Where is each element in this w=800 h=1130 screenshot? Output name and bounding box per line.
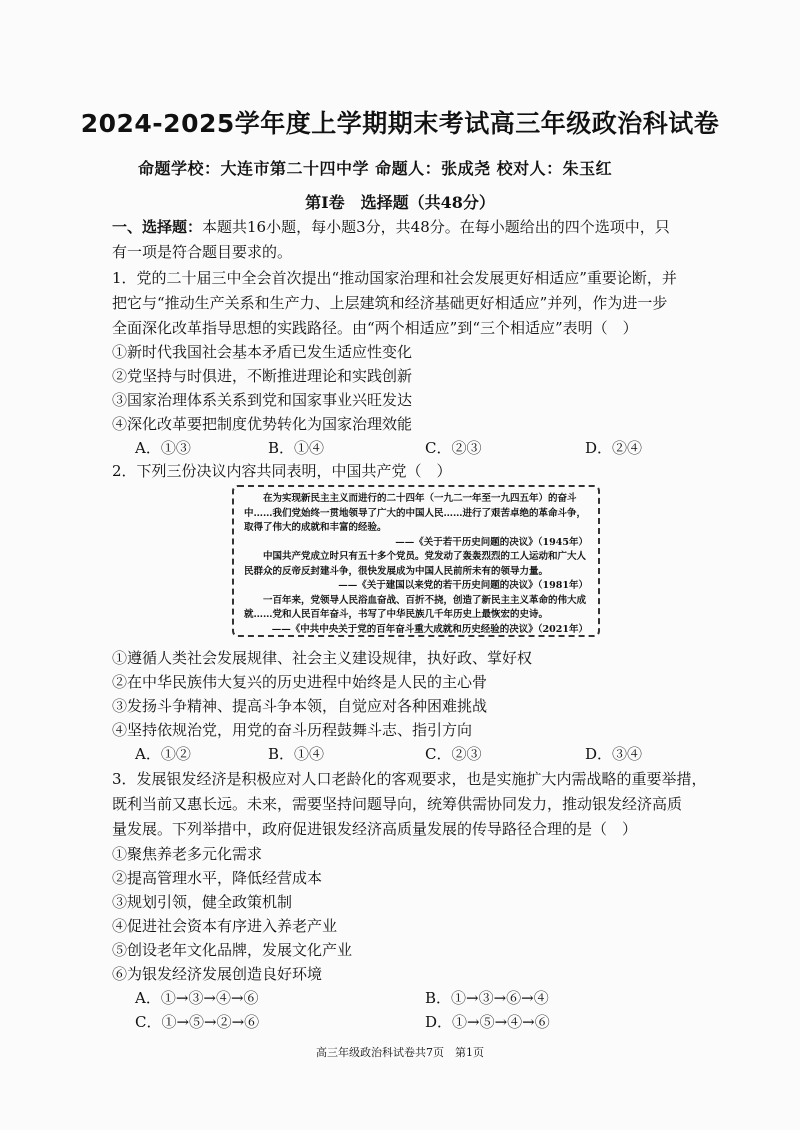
q2-item-4: ④坚持依规治党，用党的奋斗历程鼓舞斗志、指引方向 [112,721,473,739]
q2-item-1: ①遵循人类社会发展规律、社会主义建设规律，执好政、掌好权 [112,649,533,667]
q1-option-a: A．①③ [135,439,191,457]
q1-item-4: ④深化改革要把制度优势转化为国家治理效能 [112,415,413,433]
q1-item-1: ①新时代我国社会基本矛盾已发生适应性变化 [112,343,413,361]
page-footer: 高三年级政治科试卷共7页 第1页 [316,1046,484,1059]
q3-item-5: ⑤创设老年文化品牌，发展文化产业 [112,941,353,959]
q3-option-d: D．①→⑤→④→⑥ [425,1013,550,1031]
q2-option-c: C．②③ [425,745,482,763]
q1-stem-line-1: 1．党的二十届三中全会首次提出“推动国家治理和社会发展更好相适应”重要论断，并 [112,269,677,287]
q3-option-b: B．①→③→⑥→④ [425,989,549,1007]
q3-item-3: ③规划引领，健全政策机制 [112,893,293,911]
quote-1-source: ——《关于若干历史问题的决议》（1945年） [395,536,588,548]
q3-item-2: ②提高管理水平，降低经营成本 [112,869,323,887]
q2-option-a: A．①② [135,745,191,763]
quote-3-source: ——《中共中央关于党的百年奋斗重大成就和历史经验的决议》（2021年） [271,623,588,635]
volume-heading: 第Ⅰ卷 选择题（共48分） [305,193,495,212]
instructions-text-1: 本题共16小题，每小题3分，共48分。在每小题给出的四个选项中，只 [202,218,670,236]
q2-item-2: ②在中华民族伟大复兴的历史进程中始终是人民的主心骨 [112,673,488,691]
q1-item-3: ③国家治理体系关系到党和国家事业兴旺发达 [112,391,413,409]
q3-stem-line-2: 既利当前又惠长远。未来，需要坚持问题导向，统筹供需协同发力，推动银发经济高质 [112,795,683,813]
quote-2-text: 中国共产党成立时只有五十多个党员。党发动了轰轰烈烈的工人运动和广大人民群众的反帝反封建斗争，很快发展成为中国人民前所未有的领导力量。 [244,551,587,577]
q1-option-b: B．①④ [268,439,325,457]
resolutions-quote-box [232,485,600,637]
q3-stem-line-3: 量发展。下列举措中，政府促进银发经济高质量发展的传导路径合理的是（ ） [112,820,638,838]
q3-option-c: C．①→⑤→②→⑥ [135,1013,260,1031]
q2-item-3: ③发扬斗争精神、提高斗争本领，自觉应对各种困难挑战 [112,697,488,715]
q3-option-a: A．①→③→④→⑥ [135,989,259,1007]
quote-3-text: 一百年来，党领导人民浴血奋战、百折不挠，创造了新民主主义革命的伟大成就……党和人民百年奋斗，书写了中华民族几千年历史上最恢宏的史诗。 [244,594,587,620]
exam-title: 2024-2025学年度上学期期末考试高三年级政治科试卷 [80,109,720,138]
q3-item-6: ⑥为银发经济发展创造良好环境 [112,965,323,983]
q1-option-d: D．②④ [585,439,643,457]
q2-option-b: B．①④ [268,745,325,763]
instructions-label: 一、选择题： [112,218,203,236]
q1-item-2: ②党坚持与时俱进，不断推进理论和实践创新 [112,367,413,385]
q1-option-c: C．②③ [425,439,482,457]
q3-item-4: ④促进社会资本有序进入养老产业 [112,917,338,935]
q3-item-1: ①聚焦养老多元化需求 [112,845,263,863]
q3-stem-line-1: 3．发展银发经济是积极应对人口老龄化的客观要求，也是实施扩大内需战略的重要举措， [112,770,707,788]
q1-stem-line-2: 把它与“推动生产关系和生产力、上层建筑和经济基础更好相适应”并列，作为进一步 [112,294,668,312]
q2-stem: 2．下列三份决议内容共同表明，中国共产党（ ） [112,462,452,480]
quote-1-text: 在为实现新民主主义而进行的二十四年（一九二一年至一九四五年）的奋斗中……我们党始终一贯地领导了广大的中国人民……进行了艰苦卓绝的革命斗争，取得了伟大的成就和丰富的经验。 [244,493,587,533]
quote-2-source: ——《关于建国以来党的若干历史问题的决议》（1981年） [338,580,588,591]
exam-credits: 命题学校：大连市第二十四中学 命题人：张成尧 校对人：朱玉红 [138,159,613,178]
instructions-line-1 [112,216,670,238]
q1-stem-line-3: 全面深化改革指导思想的实践路径。由“两个相适应”到“三个相适应”表明（ ） [112,319,638,337]
instructions-line-2: 有一项是符合题目要求的。 [112,243,293,261]
q2-option-d: D．③④ [585,745,643,763]
